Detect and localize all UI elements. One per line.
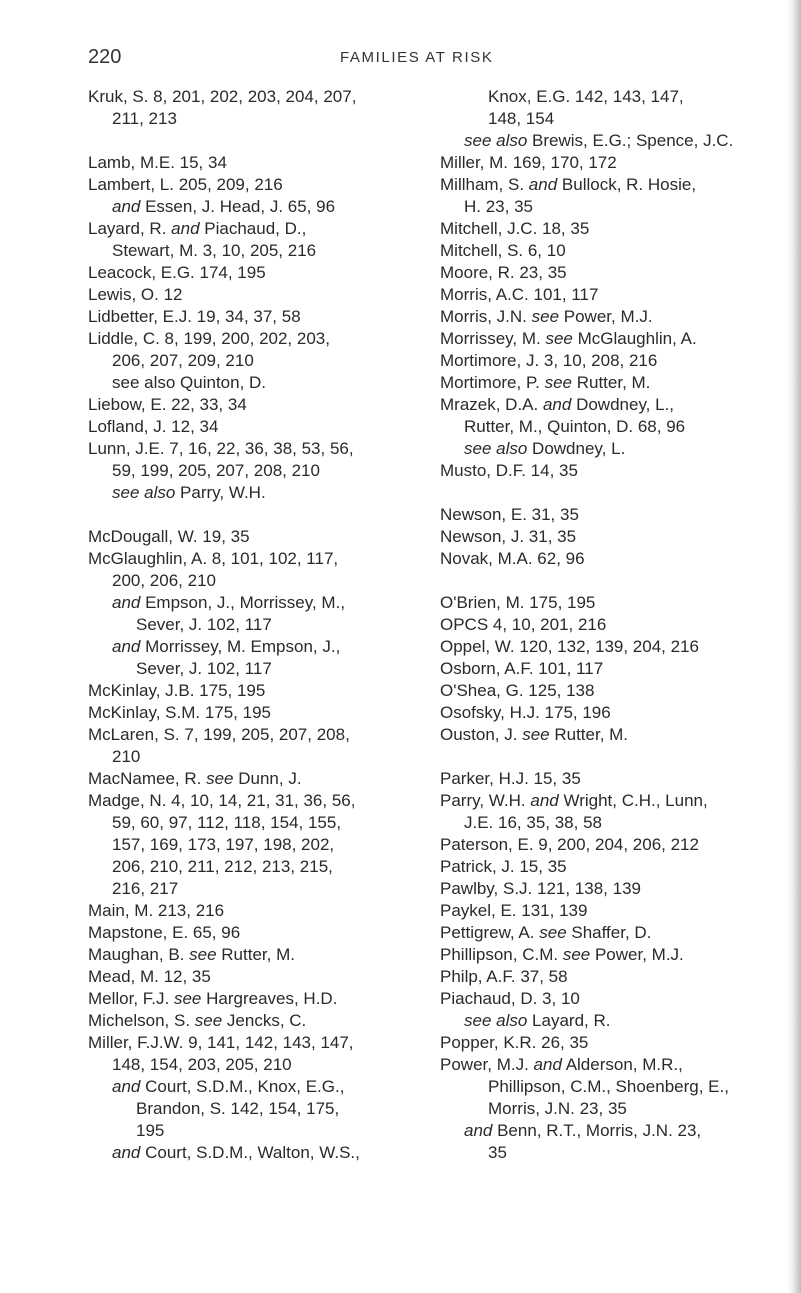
index-entry: [88, 108, 428, 130]
index-entry-italic-text: and: [112, 637, 141, 656]
index-entry: [440, 900, 785, 922]
index-entry-text: Dowdney, L.: [527, 439, 626, 458]
index-entry-text: Michelson, S.: [88, 1011, 195, 1030]
index-entry-text: Lambert, L. 205, 209, 216: [88, 175, 283, 194]
index-entry-text: Bullock, R. Hosie,: [557, 175, 697, 194]
index-entry-italic-text: see also: [464, 131, 528, 150]
index-entry-text: Lunn, J.E. 7, 16, 22, 36, 38, 53, 56,: [88, 439, 354, 458]
index-entry-text: Brewis, E.G.; Spence, J.C.: [527, 131, 734, 150]
index-entry: [88, 460, 428, 482]
index-entry: [440, 240, 785, 262]
index-entry-text: Main, M. 213, 216: [88, 901, 225, 920]
index-entry-italic-text: see: [544, 373, 572, 392]
index-entry: [88, 438, 428, 460]
index-entry: [440, 416, 785, 438]
index-entry: [88, 592, 428, 614]
index-entry: [440, 306, 785, 328]
index-entry-text: Parker, H.J. 15, 35: [440, 769, 581, 788]
index-entry: [440, 1032, 785, 1054]
index-entry: [88, 372, 428, 394]
index-entry: [440, 636, 785, 658]
index-entry: [88, 570, 428, 592]
index-entry-text: Newson, J. 31, 35: [440, 527, 577, 546]
index-entry-italic-text: see: [194, 1011, 223, 1030]
index-entry-text: McGlaughlin, A. 8, 101, 102, 117,: [88, 549, 339, 568]
index-entry-text: Lamb, M.E. 15, 34: [88, 153, 227, 172]
index-entry-text: Millham, S.: [440, 175, 529, 194]
index-entry-text: Jencks, C.: [222, 1011, 307, 1030]
index-entry: [440, 592, 785, 614]
index-entry-text: Benn, R.T., Morris, J.N. 23,: [492, 1121, 702, 1140]
index-entry-text: Paykel, E. 131, 139: [440, 901, 588, 920]
index-entry-text: see also Quinton, D.: [112, 373, 267, 392]
index-entry: [88, 900, 428, 922]
index-entry-text: Power, M.J.: [559, 307, 653, 326]
index-entry-text: Miller, F.J.W. 9, 141, 142, 143, 147,: [88, 1033, 354, 1052]
index-entry-text: Newson, E. 31, 35: [440, 505, 579, 524]
index-entry: [440, 108, 785, 130]
index-entry-text: Pettigrew, A.: [440, 923, 540, 942]
index-entry-text: McLaren, S. 7, 199, 205, 207, 208,: [88, 725, 350, 744]
index-entry-text: Stewart, M. 3, 10, 205, 216: [112, 241, 317, 260]
index-entry: [440, 614, 785, 636]
index-entry-italic-text: and: [528, 175, 558, 194]
index-entry-text: Mellor, F.J.: [88, 989, 174, 1008]
index-entry-text: Dowdney, L.,: [571, 395, 675, 414]
index-entry-text: Mitchell, S. 6, 10: [440, 241, 566, 260]
index-entry: [88, 284, 428, 306]
index-entry: [88, 1098, 428, 1120]
index-entry-text: O'Brien, M. 175, 195: [440, 593, 596, 612]
index-entry-italic-text: and: [530, 791, 559, 810]
index-entry: [440, 658, 785, 680]
index-entry: [88, 922, 428, 944]
index-entry-text: Phillipson, C.M.: [440, 945, 563, 964]
index-entry-italic-text: and: [112, 1077, 141, 1096]
index-entry-text: Ouston, J.: [440, 725, 523, 744]
index-entry: [440, 1076, 785, 1098]
index-entry-italic-text: see: [189, 945, 217, 964]
index-entry-text: Hargreaves, H.D.: [201, 989, 338, 1008]
index-entry: [88, 746, 428, 768]
index-entry: [88, 790, 428, 812]
index-entry-text: 210: [112, 747, 141, 766]
index-entry-italic-text: see: [173, 989, 202, 1008]
index-entry: [88, 262, 428, 284]
index-entry: [440, 328, 785, 350]
index-entry-text: Lofland, J. 12, 34: [88, 417, 219, 436]
index-entry-italic-text: see: [562, 945, 591, 964]
index-entry-text: Essen, J. Head, J. 65, 96: [140, 197, 336, 216]
index-entry: [440, 218, 785, 240]
index-entry: [440, 988, 785, 1010]
index-entry: [88, 878, 428, 900]
index-entry-text: 206, 210, 211, 212, 213, 215,: [112, 857, 333, 876]
index-entry-text: Mrazek, D.A.: [440, 395, 543, 414]
index-entry: [440, 812, 785, 834]
index-entry-text: Phillipson, C.M., Shoenberg, E.,: [488, 1077, 729, 1096]
index-entry-italic-text: and: [112, 197, 141, 216]
index-entry: [88, 680, 428, 702]
index-entry: [440, 86, 785, 108]
index-entry-text: Morrissey, M.: [440, 329, 546, 348]
page-number: 220: [88, 46, 122, 68]
index-entry-text: Oppel, W. 120, 132, 139, 204, 216: [440, 637, 699, 656]
index-column-left: [88, 86, 428, 1164]
index-entry: [88, 724, 428, 746]
index-entry-text: Miller, M. 169, 170, 172: [440, 153, 617, 172]
index-entry: [88, 240, 428, 262]
index-entry: [88, 482, 428, 504]
index-entry-text: 195: [136, 1121, 165, 1140]
index-entry-text: 216, 217: [112, 879, 179, 898]
index-entry-text: Shaffer, D.: [566, 923, 652, 942]
index-entry-italic-text: see: [531, 307, 560, 326]
index-entry-text: Lewis, O. 12: [88, 285, 183, 304]
index-entry-text: Knox, E.G. 142, 143, 147,: [488, 87, 684, 106]
index-entry-text: Layard, R.: [527, 1011, 611, 1030]
index-entry-text: Layard, R.: [88, 219, 172, 238]
index-entry-text: Mortimore, P.: [440, 373, 545, 392]
index-entry-text: McDougall, W. 19, 35: [88, 527, 250, 546]
index-entry-italic-text: and: [171, 219, 200, 238]
index-entry: [88, 86, 428, 108]
index-entry: [440, 504, 785, 526]
index-entry: [88, 526, 428, 548]
index-entry: [440, 350, 785, 372]
index-entry: [88, 1054, 428, 1076]
index-entry: [88, 1076, 428, 1098]
index-entry: [440, 878, 785, 900]
index-entry-text: 211, 213: [112, 109, 177, 128]
index-entry: [440, 196, 785, 218]
index-entry-text: McKinlay, J.B. 175, 195: [88, 681, 266, 700]
index-entry: [440, 790, 785, 812]
index-entry-text: Moore, R. 23, 35: [440, 263, 567, 282]
index-entry-italic-text: and: [533, 1055, 562, 1074]
index-entry: [440, 768, 785, 790]
index-entry-text: Morris, J.N. 23, 35: [488, 1099, 627, 1118]
index-column-right: [440, 86, 785, 1164]
index-entry-text: O'Shea, G. 125, 138: [440, 681, 595, 700]
index-entry-text: Lidbetter, E.J. 19, 34, 37, 58: [88, 307, 301, 326]
index-entry-text: Leacock, E.G. 174, 195: [88, 263, 266, 282]
index-entry: [88, 944, 428, 966]
index-entry-text: 35: [488, 1143, 507, 1162]
index-entry: [440, 130, 785, 152]
index-entry: [440, 394, 785, 416]
index-entry-text: Morris, A.C. 101, 117: [440, 285, 599, 304]
index-entry-text: Court, S.D.M., Knox, E.G.,: [140, 1077, 345, 1096]
index-entry: [440, 284, 785, 306]
index-entry-text: Mead, M. 12, 35: [88, 967, 211, 986]
index-entry: [88, 812, 428, 834]
index-entry: [440, 526, 785, 548]
index-entry-text: Court, S.D.M., Walton, W.S.,: [140, 1143, 360, 1162]
index-entry-text: Rutter, M., Quinton, D. 68, 96: [464, 417, 686, 436]
index-entry-text: Wright, C.H., Lunn,: [558, 791, 708, 810]
index-entry-text: Philp, A.F. 37, 58: [440, 967, 568, 986]
index-entry: [88, 768, 428, 790]
index-entry: [440, 856, 785, 878]
index-entry-text: Dunn, J.: [233, 769, 302, 788]
index-entry-text: Kruk, S. 8, 201, 202, 203, 204, 207,: [88, 87, 357, 106]
index-entry: [88, 394, 428, 416]
index-entry-italic-text: see: [545, 329, 573, 348]
index-entry: [440, 1120, 785, 1142]
index-entry-text: Liddle, C. 8, 199, 200, 202, 203,: [88, 329, 330, 348]
index-entry-text: OPCS 4, 10, 201, 216: [440, 615, 607, 634]
index-entry-text: 206, 207, 209, 210: [112, 351, 254, 370]
index-entry: [440, 724, 785, 746]
index-entry: [440, 702, 785, 724]
index-entry: [440, 1098, 785, 1120]
index-entry-italic-text: see also: [464, 1011, 528, 1030]
index-entry-text: Maughan, B.: [88, 945, 190, 964]
index-entry: [440, 1010, 785, 1032]
index-entry-text: H. 23, 35: [464, 197, 533, 216]
index-entry-text: Parry, W.H.: [175, 483, 266, 502]
index-entry: [88, 988, 428, 1010]
index-entry: [440, 174, 785, 196]
index-entry-text: Rutter, M.: [549, 725, 629, 744]
index-entry: [440, 680, 785, 702]
index-entry: [440, 372, 785, 394]
index-entry: [88, 658, 428, 680]
index-entry-text: Musto, D.F. 14, 35: [440, 461, 578, 480]
index-entry: [440, 460, 785, 482]
index-entry-italic-text: see also: [112, 483, 176, 502]
index-entry-text: Piachaud, D.,: [199, 219, 307, 238]
index-entry-text: Empson, J., Morrissey, M.,: [140, 593, 346, 612]
index-entry-text: Paterson, E. 9, 200, 204, 206, 212: [440, 835, 699, 854]
index-entry: [440, 1054, 785, 1076]
index-entry-italic-text: see also: [464, 439, 528, 458]
index-entry-text: J.E. 16, 35, 38, 58: [464, 813, 602, 832]
index-entry: [440, 1142, 785, 1164]
index-entry: [88, 218, 428, 240]
running-title: FAMILIES AT RISK: [340, 49, 494, 66]
index-entry: [88, 702, 428, 724]
index-entry-text: Parry, W.H.: [440, 791, 531, 810]
index-entry: [88, 548, 428, 570]
index-entry: [440, 922, 785, 944]
index-entry-text: Mortimore, J. 3, 10, 208, 216: [440, 351, 658, 370]
index-entry-text: Morris, J.N.: [440, 307, 532, 326]
index-entry-text: Mapstone, E. 65, 96: [88, 923, 241, 942]
index-entry-text: Alderson, M.R.,: [561, 1055, 683, 1074]
index-entry: [88, 636, 428, 658]
index-entry-text: 59, 199, 205, 207, 208, 210: [112, 461, 320, 480]
index-entry: [88, 614, 428, 636]
index-entry-text: 59, 60, 97, 112, 118, 154, 155,: [112, 813, 342, 832]
index-entry-text: Sever, J. 102, 117: [136, 659, 272, 678]
index-entry-text: Osborn, A.F. 101, 117: [440, 659, 604, 678]
index-entry-text: Rutter, M.: [571, 373, 651, 392]
index-entry-text: Popper, K.R. 26, 35: [440, 1033, 589, 1052]
index-entry: [88, 1010, 428, 1032]
index-entry-text: Morrissey, M. Empson, J.,: [140, 637, 341, 656]
index-entry-text: Sever, J. 102, 117: [136, 615, 272, 634]
index-entry-text: Liebow, E. 22, 33, 34: [88, 395, 247, 414]
index-entry: [440, 262, 785, 284]
index-entry-text: McKinlay, S.M. 175, 195: [88, 703, 271, 722]
index-entry: [440, 548, 785, 570]
index-entry-text: Madge, N. 4, 10, 14, 21, 31, 36, 56,: [88, 791, 356, 810]
index-entry-italic-text: see: [522, 725, 550, 744]
index-entry: [440, 944, 785, 966]
index-entry-italic-text: and: [112, 593, 141, 612]
index-entry-text: Power, M.J.: [590, 945, 684, 964]
index-entry-text: Power, M.J.: [440, 1055, 534, 1074]
index-entry: [88, 350, 428, 372]
index-entry-italic-text: and: [542, 395, 572, 414]
index-entry-text: MacNamee, R.: [88, 769, 207, 788]
index-entry-text: Patrick, J. 15, 35: [440, 857, 567, 876]
index-entry-text: 148, 154, 203, 205, 210: [112, 1055, 292, 1074]
page-header: [88, 46, 748, 76]
index-entry-text: Novak, M.A. 62, 96: [440, 549, 585, 568]
page-edge-shadow: [787, 0, 801, 1293]
index-entry-text: Mitchell, J.C. 18, 35: [440, 219, 590, 238]
index-entry: [88, 416, 428, 438]
index-entry-italic-text: see: [539, 923, 567, 942]
index-entry: [440, 966, 785, 988]
index-entry-text: 148, 154: [488, 109, 555, 128]
index-entry-text: 200, 206, 210: [112, 571, 216, 590]
index-entry-text: Rutter, M.: [216, 945, 295, 964]
index-entry: [88, 328, 428, 350]
index-entry: [440, 834, 785, 856]
index-entry: [88, 306, 428, 328]
index-entry-text: Brandon, S. 142, 154, 175,: [136, 1099, 340, 1118]
index-entry: [440, 438, 785, 460]
index-entry: [88, 152, 428, 174]
index-entry: [88, 856, 428, 878]
index-entry: [88, 966, 428, 988]
index-entry: [88, 1120, 428, 1142]
index-entry: [88, 196, 428, 218]
index-entry: [440, 152, 785, 174]
index-entry: [88, 1142, 428, 1164]
index-entry-italic-text: and: [464, 1121, 493, 1140]
index-entry-text: 157, 169, 173, 197, 198, 202,: [112, 835, 335, 854]
index-entry-italic-text: see: [206, 769, 234, 788]
index-entry-italic-text: and: [112, 1143, 141, 1162]
index-entry-text: Pawlby, S.J. 121, 138, 139: [440, 879, 641, 898]
index-entry-text: Osofsky, H.J. 175, 196: [440, 703, 611, 722]
index-entry: [88, 1032, 428, 1054]
index-entry-text: McGlaughlin, A.: [572, 329, 697, 348]
index-entry: [88, 834, 428, 856]
index-entry: [88, 174, 428, 196]
index-entry-text: Piachaud, D. 3, 10: [440, 989, 580, 1008]
